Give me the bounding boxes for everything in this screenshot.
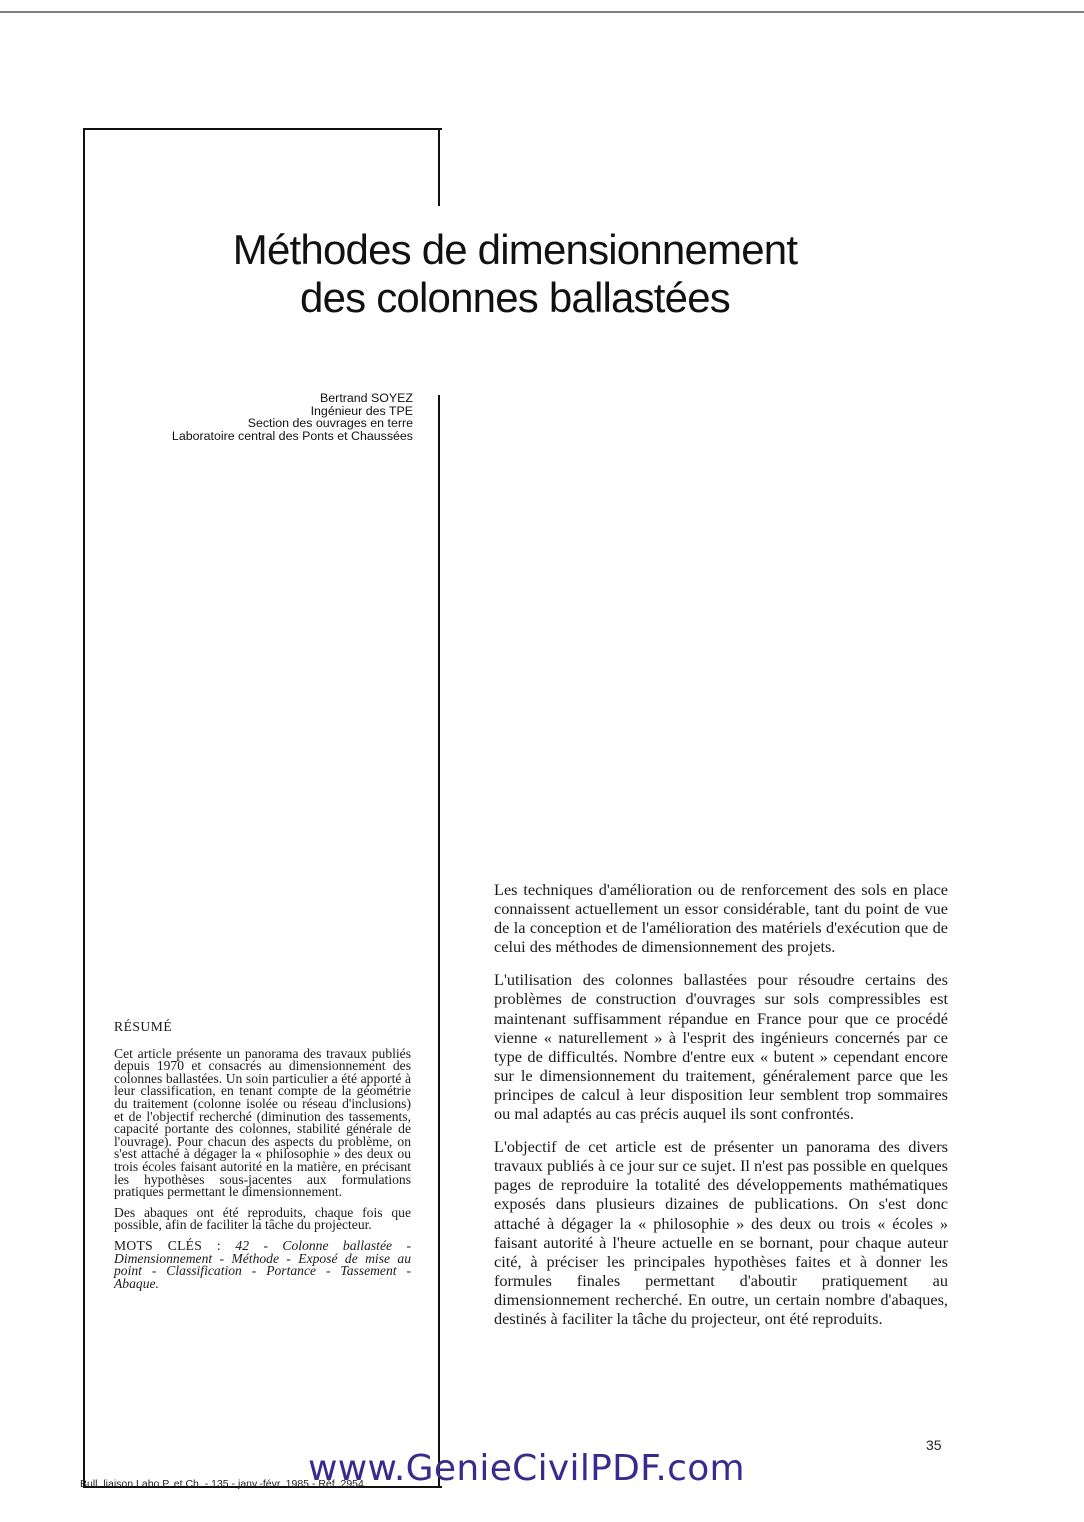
abstract — [114, 1021, 411, 1298]
frame-rule-bottom — [438, 395, 440, 1486]
abstract-paragraph: Cet article présente un panorama des travaux publiés depuis 1970 et consacrés au dimensionnement des colonnes ballastées. Un soin particulier a été apporté à leur classification, en tenant compte de la géométrie du traitement (colonne isolée ou réseau d'inclusions) et de l'objectif recherché (diminution des tassements, capacité portante des colonnes, stabilité générale de l'ouvrage). Pour chacun des aspects du problème, on s'est attaché à dégager la « philosophie » des deux ou trois écoles faisant autorité en la matière, en précisant les hypothèses sous-jacentes aux formulations pratiques permettant le dimensionnement. — [114, 1045, 411, 1200]
article-title — [150, 226, 880, 322]
author-role: Ingénieur des TPE — [310, 403, 413, 418]
body-paragraph: L'objectif de cet article est de présenter un panorama des divers travaux publiés à ce jour sur ce sujet. Il n'est pas possible en quelques pages de reproduire la totalité des développements mathématiques exposés dans plusieurs dizaines de publications. On s'est donc attaché à dégager la « philosophie » des deux ou trois « écoles » faisant autorité à l'heure actuelle en se bornant, pour chaque auteur cité, à préciser les principales hypothèses faites et à donner les formules finales permettant d'aboutir pratiquement au dimensionnement recherché. En outre, un certain nombre d'abaques, destinés à faciliter la tâche du projecteur, ont été reproduits. — [494, 1137, 948, 1328]
body-text — [494, 880, 948, 1342]
body-paragraph: L'utilisation des colonnes ballastées pour résoudre certains des problèmes de construction d'ouvrages sur sols compressibles est maintenant suffisamment répandue en France pour que ce procédé vienne « naturellement » à l'esprit des ingénieurs concernés par ce type de difficultés. Nombre d'entre eux « butent » cependant encore sur le dimensionnement du traitement, généralement parce que les principes de calcul à leur disposition leur semblent trop sommaires ou mal adaptés au cas précis auquel ils sont confrontés. — [494, 970, 948, 1124]
keywords-list: 42 - Colonne ballastée - Dimensionnement - Méthode - Exposé de mise au point - Classification - Portance - Tassement - Abaque. — [114, 1237, 411, 1291]
author-lab: Laboratoire central des Ponts et Chaussées — [171, 428, 413, 443]
title-line-1: Méthodes de dimensionnement — [232, 226, 798, 273]
watermark: www.GenieCivilPDF.com — [308, 1448, 745, 1489]
author-block — [120, 392, 413, 442]
body-paragraph: Les techniques d'amélioration ou de renforcement des sols en place connaissent actuellement un essor considérable, tant du point de vue de la conception et de l'amélioration des matériels d'exécution que de celui des méthodes de dimensionnement des projets. — [494, 880, 948, 957]
page-number: 35 — [926, 1437, 942, 1453]
keywords-label: MOTS CLÉS : — [114, 1237, 221, 1253]
keywords — [114, 1237, 411, 1291]
abstract-paragraph: Des abaques ont été reproduits, chaque fois que possible, afin de faciliter la tâche du projecteur. — [114, 1204, 411, 1233]
author-section: Section des ouvrages en terre — [247, 416, 413, 430]
frame-rule-top — [438, 128, 440, 206]
author-name: Bertrand SOYEZ — [320, 391, 413, 405]
title-line-2: des colonnes ballastées — [300, 274, 730, 321]
journal-footer: Bull. liaison Labo P. et Ch. - 135 - janv.-févr. 1985 - Réf. 2954 — [80, 1478, 364, 1490]
abstract-heading: RÉSUMÉ — [114, 1019, 173, 1034]
scan-edge-line — [0, 11, 1084, 13]
